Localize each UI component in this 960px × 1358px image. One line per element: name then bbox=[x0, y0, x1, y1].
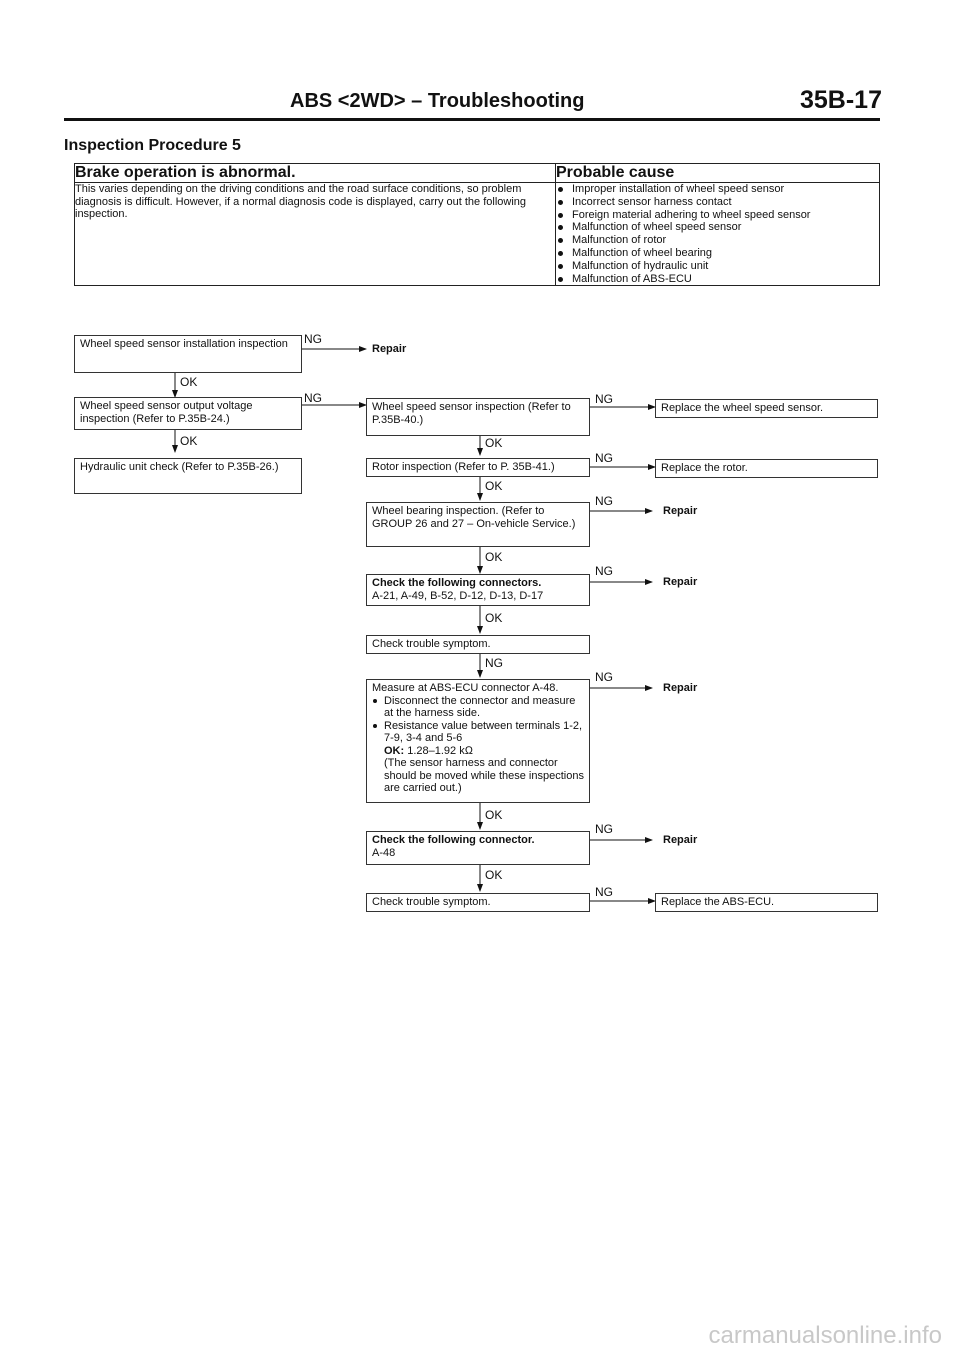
cause-item: Malfunction of wheel bearing bbox=[556, 247, 879, 260]
ng-label: NG bbox=[595, 670, 613, 684]
ng-label: NG bbox=[595, 392, 613, 406]
ng-label: NG bbox=[595, 822, 613, 836]
repair-label: Repair bbox=[663, 505, 698, 517]
connectors-list: A-21, A-49, B-52, D-12, D-13, D-17 bbox=[372, 589, 544, 602]
ng-label: NG bbox=[485, 656, 503, 670]
flow-step-measure-ecu bbox=[366, 679, 590, 803]
cause-item: Malfunction of rotor bbox=[556, 234, 879, 247]
connector-title: Check the following connector. bbox=[372, 834, 535, 846]
flow-step-output-voltage: Wheel speed sensor output voltage inspection (Refer to P.35B-24.) bbox=[74, 397, 302, 430]
flow-step-check-connectors bbox=[366, 574, 590, 606]
symptom-description: This varies depending on the driving conditions and the road surface conditions, so problem diagnosis is difficult. However, if a normal diagnosis code is displayed, carry out the following inspection. bbox=[75, 183, 556, 286]
cause-item: Incorrect sensor harness contact bbox=[556, 196, 879, 209]
flow-step-sensor-inspection: Wheel speed sensor inspection (Refer to P.35B-40.) bbox=[366, 398, 590, 436]
ok-label: OK bbox=[485, 436, 503, 450]
flow-result-replace-ecu: Replace the ABS-ECU. bbox=[655, 893, 878, 912]
procedure-title: Inspection Procedure 5 bbox=[64, 137, 241, 154]
measure-note: (The sensor harness and connector should be moved while these inspections are carried out.) bbox=[384, 757, 584, 794]
ng-label: NG bbox=[595, 451, 613, 465]
flow-step-check-symptom-final: Check trouble symptom. bbox=[366, 893, 590, 912]
flow-step-sensor-installation: Wheel speed sensor installation inspection bbox=[74, 335, 302, 373]
repair-label: Repair bbox=[372, 343, 407, 355]
repair-label: Repair bbox=[663, 834, 698, 846]
connector-id: A-48 bbox=[372, 846, 396, 859]
flow-step-check-connector bbox=[366, 831, 590, 865]
flow-result-replace-sensor: Replace the wheel speed sensor. bbox=[655, 399, 878, 418]
cause-item: Foreign material adhering to wheel speed sensor bbox=[556, 209, 879, 222]
ok-spec-label: OK: bbox=[384, 744, 405, 757]
flow-step-wheel-bearing: Wheel bearing inspection. (Refer to GROUP 26 and 27 – On-vehicle Service.) bbox=[366, 502, 590, 547]
repair-label: Repair bbox=[663, 682, 698, 694]
symptom-title: Brake operation is abnormal. bbox=[75, 164, 556, 183]
cause-item: Malfunction of hydraulic unit bbox=[556, 260, 879, 273]
cause-item: Malfunction of wheel speed sensor bbox=[556, 221, 879, 234]
watermark: carmanualsonline.info bbox=[708, 1322, 942, 1349]
ok-label: OK bbox=[485, 611, 503, 625]
ok-label: OK bbox=[180, 434, 198, 448]
ok-label: OK bbox=[485, 479, 503, 493]
flow-step-rotor-inspection: Rotor inspection (Refer to P. 35B-41.) bbox=[366, 458, 590, 477]
cause-item: Improper installation of wheel speed sensor bbox=[556, 183, 879, 196]
ok-label: OK bbox=[485, 550, 503, 564]
connectors-title: Check the following connectors. bbox=[372, 577, 542, 589]
ng-label: NG bbox=[595, 885, 613, 899]
page-header-title: ABS <2WD> – Troubleshooting bbox=[290, 90, 585, 112]
ng-label: NG bbox=[304, 391, 322, 405]
measure-title: Measure at ABS-ECU connector A-48. bbox=[372, 682, 559, 694]
ok-label: OK bbox=[180, 375, 198, 389]
measure-spec bbox=[372, 745, 584, 758]
ng-label: NG bbox=[304, 332, 322, 346]
cause-item: Malfunction of ABS-ECU bbox=[556, 273, 879, 286]
probable-cause-title: Probable cause bbox=[556, 164, 880, 183]
flow-step-hydraulic-unit: Hydraulic unit check (Refer to P.35B-26.) bbox=[74, 458, 302, 494]
ok-label: OK bbox=[485, 808, 503, 822]
measure-item: Resistance value between terminals 1-2, 7-9, 3-4 and 5-6 bbox=[372, 720, 584, 745]
repair-label: Repair bbox=[663, 576, 698, 588]
page-number: 35B-17 bbox=[800, 86, 882, 114]
ok-label: OK bbox=[485, 868, 503, 882]
flow-step-check-symptom: Check trouble symptom. bbox=[366, 635, 590, 654]
ok-spec-value: 1.28–1.92 kΩ bbox=[407, 744, 474, 757]
measure-item: Disconnect the connector and measure at the harness side. bbox=[372, 695, 584, 720]
ng-label: NG bbox=[595, 564, 613, 578]
flow-result-replace-rotor: Replace the rotor. bbox=[655, 459, 878, 478]
ng-label: NG bbox=[595, 494, 613, 508]
